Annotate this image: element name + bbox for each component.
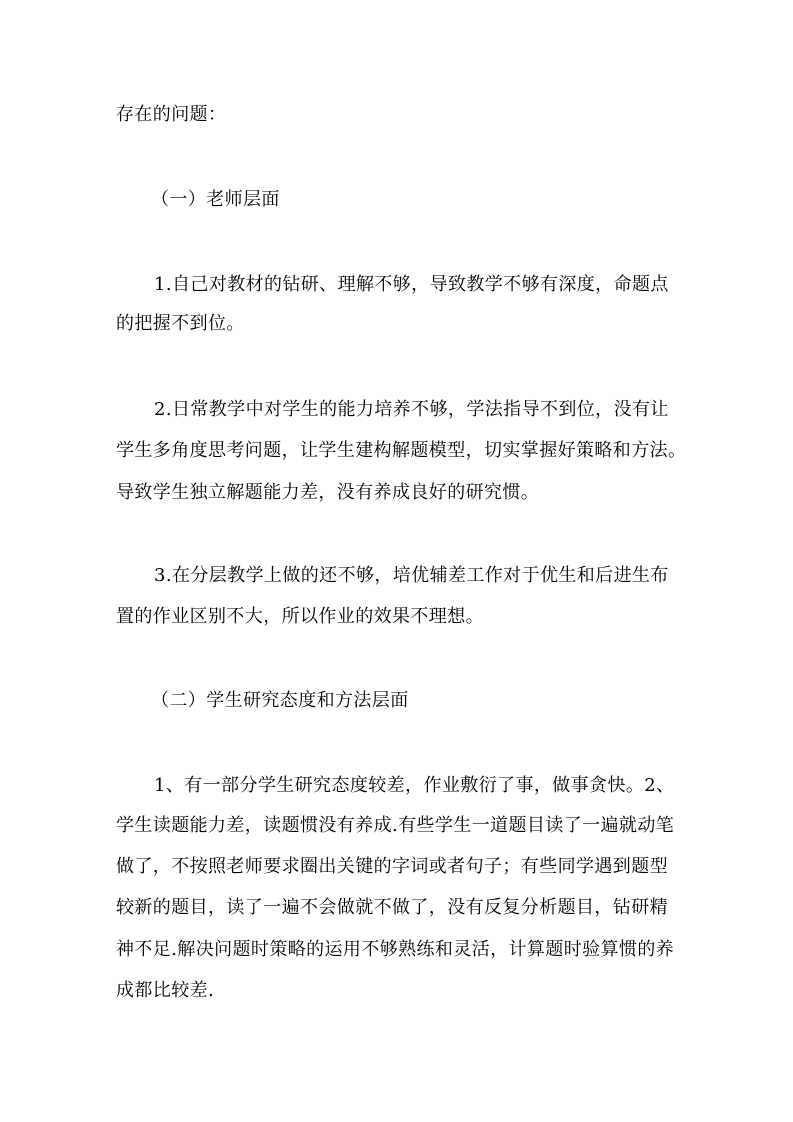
paragraph-line: 做了，不按照老师要求圈出关键的字词或者句子；有些同学遇到题型 bbox=[116, 856, 668, 877]
subsection-heading-teacher: （一）老师层面 bbox=[151, 189, 280, 210]
paragraph-line: 3.在分层教学上做的还不够，培优辅差工作对于优生和后进生布 bbox=[154, 565, 669, 586]
paragraph-line: 2.日常教学中对学生的能力培养不够，学法指导不到位，没有让 bbox=[154, 399, 669, 420]
paragraph-line: 置的作业区别不大，所以作业的效果不理想。 bbox=[116, 606, 484, 627]
section-heading-problems: 存在的问题： bbox=[116, 104, 227, 125]
paragraph-line: 较新的题目，读了一遍不会做就不做了，没有反复分析题目，钻研精 bbox=[116, 897, 668, 918]
paragraph-line: 成都比较差. bbox=[116, 980, 215, 1001]
paragraph-line: 神不足.解决问题时策略的运用不够熟练和灵活，计算题时验算惯的养 bbox=[116, 939, 675, 960]
paragraph-line: 的把握不到位。 bbox=[116, 313, 245, 334]
paragraph-line: 1、有一部分学生研究态度较差，作业敷衍了事，做事贪快。2、 bbox=[154, 775, 675, 796]
paragraph-line: 导致学生独立解题能力差，没有养成良好的研究惯。 bbox=[116, 482, 540, 503]
paragraph-line: 学生多角度思考问题，让学生建构解题模型，切实掌握好策略和方法。 bbox=[116, 440, 687, 461]
paragraph-line: 学生读题能力差，读题惯没有养成.有些学生一道题目读了一遍就动笔 bbox=[116, 815, 675, 836]
subsection-heading-student: （二）学生研究态度和方法层面 bbox=[151, 690, 409, 711]
paragraph-line: 1.自己对教材的钻研、理解不够，导致教学不够有深度，命题点 bbox=[154, 274, 669, 295]
